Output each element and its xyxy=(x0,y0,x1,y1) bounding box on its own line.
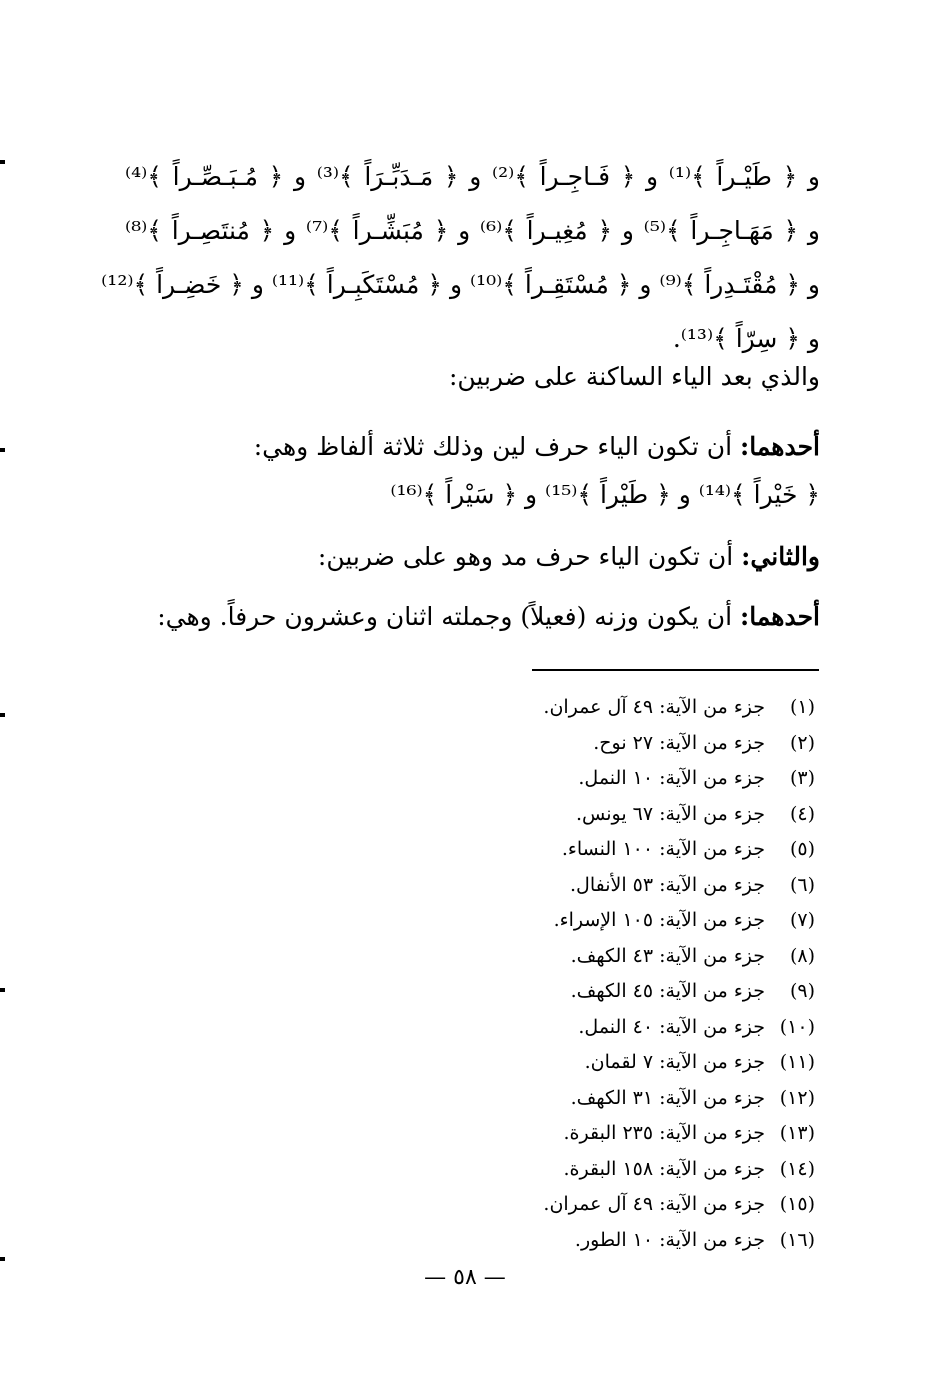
footnote-text: جزء من الآية: ٦٧ يونس. xyxy=(575,802,765,825)
main-text xyxy=(125,362,820,692)
scan-margin-mark xyxy=(0,160,5,164)
footnote-item xyxy=(430,974,815,1010)
footnote-text: جزء من الآية: ١٠ الطور. xyxy=(574,1228,765,1251)
paragraph-second-type-first xyxy=(125,602,820,631)
paragraph-intro: والذي بعد الياء الساكنة على ضربين: xyxy=(448,362,820,391)
footnote-item xyxy=(430,726,815,762)
footnote-number: (١٥) xyxy=(779,1193,815,1215)
scan-margin-mark xyxy=(0,1257,5,1261)
footnote-text: جزء من الآية: ٣١ الكهف. xyxy=(570,1086,765,1109)
page-number: — ٥٨ — xyxy=(424,1265,506,1290)
footnote-number: (١٣) xyxy=(779,1122,815,1144)
paragraph-second-type xyxy=(125,542,820,571)
footnote-item xyxy=(430,761,815,797)
footnote-number: (٣) xyxy=(789,767,815,789)
footnote-text: جزء من الآية: ١٥٨ البقرة. xyxy=(563,1157,765,1180)
paragraph-text: أن يكون وزنه (فعيلاً) وجملته اثنان وعشرون حرفاً. وهي: xyxy=(157,602,740,631)
paragraph-label: أحدهما: xyxy=(739,432,820,461)
footnote-item xyxy=(430,939,815,975)
footnote-item xyxy=(430,1010,815,1046)
footnote-number: (١٤) xyxy=(779,1157,815,1180)
footnote-number: (٧) xyxy=(789,909,815,931)
footnote-number: (٤) xyxy=(789,802,815,825)
footnote-text: جزء من الآية: ٧ لقمان. xyxy=(584,1051,765,1073)
footnote-text: جزء من الآية: ١٠ النمل. xyxy=(578,767,765,789)
paragraph-first-type-words: ﴿ خَيْراً ﴾⁽¹⁴⁾ و ﴿ طَيْراً ﴾⁽¹⁵⁾ و ﴿ سَيْراً ﴾⁽¹⁶⁾ xyxy=(390,480,820,509)
footnote-text: جزء من الآية: ٥٣ الأنفال. xyxy=(569,873,765,896)
footnote-number: (٩) xyxy=(789,980,815,1002)
verse-line: و ﴿ سِرّاً ﴾⁽¹³⁾. xyxy=(672,324,820,353)
paragraph-label: والثاني: xyxy=(741,542,820,571)
scan-margin-mark xyxy=(0,713,5,717)
footnote-item xyxy=(430,797,815,833)
footnote-number: (١٢) xyxy=(779,1086,815,1109)
footnote-text: جزء من الآية: ٢٧ نوح. xyxy=(593,731,765,754)
footnote-item xyxy=(430,1152,815,1188)
paragraph-text: أن تكون الياء حرف لين وذلك ثلاثة ألفاظ وهي: xyxy=(253,432,740,461)
footnote-item xyxy=(430,832,815,868)
verse-line: و ﴿ مَهَـاجِـراً ﴾⁽⁵⁾ و ﴿ مُغِيـراً ﴾⁽⁶⁾ و ﴿ مُبَشِّـراً ﴾⁽⁷⁾ و ﴿ مُنتَصِـراً ﴾⁽⁸⁾ xyxy=(125,216,820,245)
footnote-number: (١١) xyxy=(779,1051,815,1073)
footnote-text: جزء من الآية: ٤٥ الكهف. xyxy=(570,980,765,1002)
verse-list xyxy=(101,150,820,366)
footnote-number: (٨) xyxy=(789,944,815,967)
footnote-text: جزء من الآية: ١٠٥ الإسراء. xyxy=(553,909,765,931)
footnote-item xyxy=(430,1223,815,1259)
footnote-text: جزء من الآية: ١٠٠ النساء. xyxy=(561,838,765,860)
footnotes-list xyxy=(430,690,815,1258)
footnote-number: (٢) xyxy=(789,731,815,754)
footnote-text: جزء من الآية: ٤٠ النمل. xyxy=(578,1015,765,1038)
footnote-separator xyxy=(532,669,819,671)
footnote-item xyxy=(430,868,815,904)
footnote-text: جزء من الآية: ٤٩ آل عمران. xyxy=(543,1193,765,1215)
footnote-text: جزء من الآية: ٤٣ الكهف. xyxy=(570,944,765,967)
footnote-text: جزء من الآية: ٢٣٥ البقرة. xyxy=(563,1122,765,1144)
footnote-text: جزء من الآية: ٤٩ آل عمران. xyxy=(543,696,765,718)
footnote-number: (١٦) xyxy=(779,1228,815,1251)
footnote-item xyxy=(430,903,815,939)
scan-margin-mark xyxy=(0,988,5,992)
verse-line: و ﴿ مُقْتَـدِراً ﴾⁽⁹⁾ و ﴿ مُسْتَقِـراً ﴾⁽¹⁰⁾ و ﴿ مُسْتَكَبِـراً ﴾⁽¹¹⁾ و ﴿ خَضِـراً ﴾⁽¹²⁾ xyxy=(101,270,820,299)
footnote-number: (١) xyxy=(789,696,815,718)
footnote-item xyxy=(430,1116,815,1152)
verse-line: و ﴿ طَيْـراً ﴾⁽¹⁾ و ﴿ فَـاجِـراً ﴾⁽²⁾ و ﴿ مَـدَبِّـرَاً ﴾⁽³⁾ و ﴿ مُـبَـصِّـراً ﴾⁽⁴⁾ xyxy=(125,162,820,191)
footnote-number: (١٠) xyxy=(779,1015,815,1038)
paragraph-label: أحدهما: xyxy=(739,602,820,631)
footnote-item xyxy=(430,690,815,726)
paragraph-text: أن تكون الياء حرف مد وهو على ضربين: xyxy=(317,542,742,571)
footnote-item xyxy=(430,1187,815,1223)
footnote-number: (٦) xyxy=(789,873,815,896)
footnote-item xyxy=(430,1081,815,1117)
footnote-number: (٥) xyxy=(789,838,815,860)
paragraph-first-type xyxy=(125,432,820,461)
scan-margin-mark xyxy=(0,448,5,452)
footnote-item xyxy=(430,1045,815,1081)
